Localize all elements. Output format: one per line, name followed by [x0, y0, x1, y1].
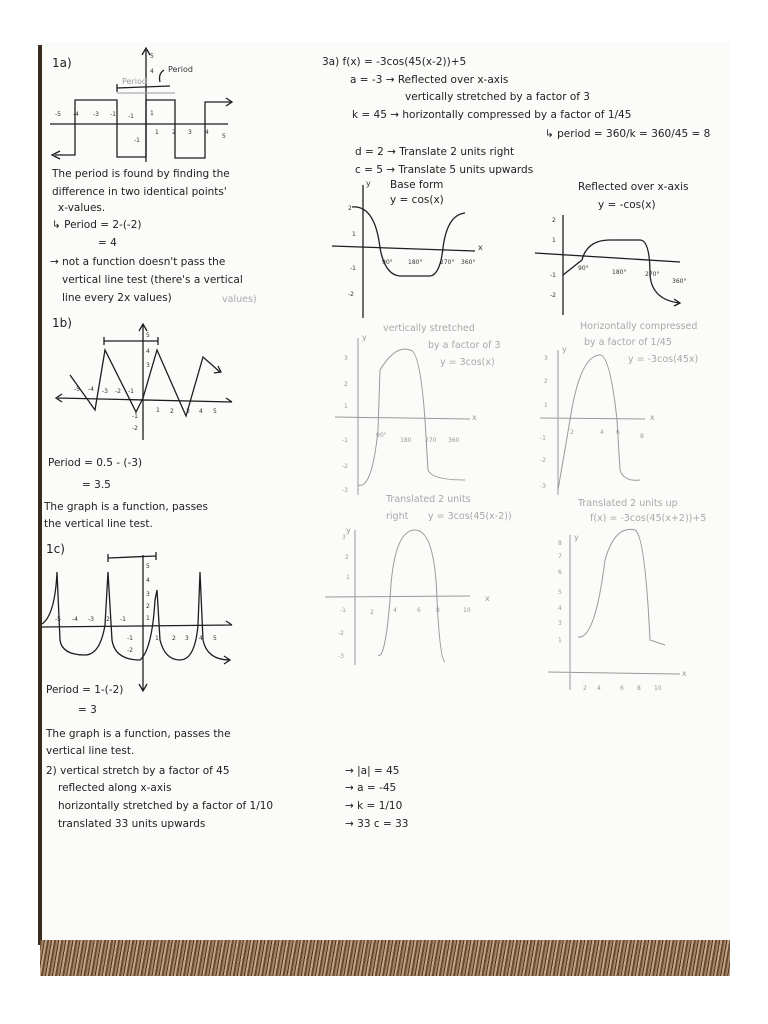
graph-title: Reflected over x-axis: [578, 181, 689, 193]
tick-label: 1: [146, 615, 150, 622]
q3-line: vertically stretched by a factor of 3: [405, 91, 590, 103]
graph-title: Translated 2 units: [386, 494, 471, 505]
tick-label: -1: [134, 137, 140, 144]
tick-label: 3: [344, 355, 348, 362]
tick-label: 4: [199, 635, 203, 642]
q1c-line: The graph is a function, passes the: [46, 728, 231, 740]
tick-label: 2: [345, 554, 349, 561]
tick-label: 5: [213, 408, 217, 415]
tick-label: 3: [342, 534, 346, 541]
tick-label: 6: [417, 607, 421, 614]
tick-label: 360: [448, 437, 460, 444]
graph-title-2: right: [386, 511, 409, 522]
tick-label: 3: [544, 355, 548, 362]
tick-label: 4: [146, 348, 150, 355]
tick-label: -5: [74, 386, 80, 393]
tick-label: 8: [637, 685, 641, 692]
graph-equation: y = -cos(x): [598, 199, 656, 211]
tick-label: -4: [73, 111, 79, 118]
q1b-label: 1b): [52, 316, 72, 330]
q2-row-right: → |a| = 45: [345, 765, 400, 777]
curve: [558, 355, 640, 490]
tick-label: 5: [558, 589, 562, 596]
q1a-erased: values): [222, 294, 257, 305]
tick-label: 8: [558, 540, 562, 547]
tick-label: -2: [115, 388, 121, 395]
tick-label: 10: [463, 607, 471, 614]
curve: [578, 529, 665, 645]
spike-curve: [42, 572, 230, 664]
axis-label: x: [650, 413, 655, 422]
axis-label: x: [472, 413, 477, 422]
q2-row-left: horizontally stretched by a factor of 1/10: [58, 800, 274, 812]
tick-label: 360°: [672, 278, 687, 285]
q2-row-left: translated 33 units upwards: [58, 818, 206, 830]
tick-label: 180°: [612, 269, 627, 276]
axis-label: x: [485, 594, 490, 603]
tick-label: -1: [540, 435, 546, 442]
q2-row-right: → a = -45: [345, 782, 397, 794]
q1a-line: difference in two identical points': [52, 186, 227, 198]
q1c-label: 1c): [46, 542, 65, 556]
tick-label: 6: [558, 569, 562, 576]
q3-line: d = 2 → Translate 2 units right: [355, 146, 515, 158]
tick-label: -1: [550, 272, 556, 279]
q3-title: 3a) f(x) = -3cos(45(x-2))+5: [322, 56, 467, 68]
graph-reflected: [535, 215, 686, 315]
graph-equation: y = cos(x): [390, 194, 444, 206]
tick-label: 270: [425, 437, 437, 444]
axis-label: x: [682, 669, 687, 678]
axes: [548, 535, 680, 690]
graph-title-2: by a factor of 1/45: [584, 337, 672, 348]
graph-base-form: [332, 179, 483, 318]
graph-title-2: by a factor of 3: [428, 340, 501, 351]
tick-label: -3: [102, 388, 108, 395]
tick-label: 270°: [440, 259, 455, 266]
tick-label: -1: [128, 113, 134, 120]
graph-title: vertically stretched: [383, 323, 475, 334]
graph-vertically-stretched: [335, 333, 477, 495]
tick-label: 5: [222, 133, 226, 140]
q1a-line: → not a function doesn't pass the: [50, 256, 226, 268]
q3-line: a = -3 → Reflected over x-axis: [350, 74, 509, 86]
tick-label: 4: [150, 68, 154, 75]
period-bracket: [108, 552, 156, 562]
q2-row-left: 2) vertical stretch by a factor of 45: [46, 765, 230, 777]
tick-label: -1: [132, 413, 138, 420]
tick-label: 4: [199, 408, 203, 415]
tick-label: 3: [188, 129, 192, 136]
axis-label: y: [562, 345, 567, 354]
tick-label: -1: [340, 607, 346, 614]
tick-label: 1: [344, 403, 348, 410]
axis-label: y: [346, 526, 351, 535]
tick-label: 2: [172, 129, 176, 136]
tick-label: -1: [120, 616, 126, 623]
tick-label: 1: [346, 574, 350, 581]
q1c-line: = 3: [78, 704, 97, 716]
tick-label: -3: [342, 487, 348, 494]
q3-line: k = 45 → horizontally compressed by a factor of 1/45: [352, 109, 632, 121]
zigzag-line: [70, 350, 221, 416]
axes: [332, 185, 475, 318]
period-bracket: [104, 337, 158, 345]
axes: [42, 555, 232, 691]
tick-label: 1: [155, 129, 159, 136]
tick-label: 1: [352, 231, 356, 238]
tick-label: 5: [146, 563, 150, 570]
q1a-line: = 4: [98, 237, 117, 249]
axis-label: y: [574, 533, 579, 542]
tick-label: 2: [348, 205, 352, 212]
graph-equation: f(x) = -3cos(45(x+2))+5: [590, 513, 707, 524]
graph-horizontally-compressed: [540, 345, 655, 495]
tick-label: -2: [338, 630, 344, 637]
q1b-line: the vertical line test.: [44, 518, 153, 530]
axis-label: y: [362, 333, 367, 342]
axis-label: y: [366, 179, 371, 188]
tick-label: 270°: [645, 271, 660, 278]
tick-label: 2: [583, 685, 587, 692]
tick-label: 2: [344, 381, 348, 388]
q1b-line: The graph is a function, passes: [44, 501, 208, 513]
tick-label: 2: [146, 603, 150, 610]
q1c-line: vertical line test.: [46, 745, 135, 757]
tick-label: 3: [146, 591, 150, 598]
graph-equation: y = 3cos(x): [440, 357, 495, 368]
tick-label: -2: [348, 291, 354, 298]
tick-label: 1: [558, 637, 562, 644]
tick-label: -4: [88, 386, 94, 393]
tick-label: 4: [393, 607, 397, 614]
axes: [540, 350, 645, 495]
tick-label: -5: [55, 111, 61, 118]
tick-label: 90°: [382, 259, 393, 266]
tick-label: 6: [620, 685, 624, 692]
q1a-line: line every 2x values): [62, 292, 172, 304]
tick-label: -1: [342, 437, 348, 444]
q2-row-left: reflected along x-axis: [58, 782, 172, 794]
tick-label: -1: [350, 265, 356, 272]
q3-line: ↳ period = 360/k = 360/45 = 8: [545, 128, 711, 140]
tick-label: 180°: [408, 259, 423, 266]
tick-label: 4: [146, 577, 150, 584]
tick-label: 3: [558, 620, 562, 627]
tick-label: -3: [338, 653, 344, 660]
tick-label: -5: [55, 616, 61, 623]
tick-label: -2: [127, 647, 133, 654]
tick-label: 2: [552, 217, 556, 224]
tick-label: 4: [600, 429, 604, 436]
q1a-line: ↳ Period = 2-(-2): [52, 219, 142, 231]
tick-label: 5: [146, 332, 150, 339]
tick-label: -1: [127, 635, 133, 642]
tick-label: 2: [544, 378, 548, 385]
period-tag: Period: [168, 65, 193, 74]
q1c-line: Period = 1-(-2): [46, 684, 124, 696]
graph-translated-up: [548, 529, 687, 692]
tick-label: 1: [150, 110, 154, 117]
tick-label: 2: [170, 408, 174, 415]
tick-label: 6: [616, 429, 620, 436]
tick-label: -2: [132, 425, 138, 432]
tick-label: -3: [540, 483, 546, 490]
q1a-line: The period is found by finding the: [52, 168, 230, 180]
tick-label: 7: [558, 553, 562, 560]
graph-1c: [42, 552, 232, 691]
q2-row-right: → 33 c = 33: [345, 818, 409, 830]
tick-label: 3: [186, 408, 190, 415]
graph-1b: [56, 324, 232, 440]
q1a-label: 1a): [52, 56, 72, 70]
tick-label: 1: [552, 237, 556, 244]
tick-label: 360°: [461, 259, 476, 266]
graph-title: Translated 2 units up: [578, 498, 678, 509]
q2-row-right: → k = 1/10: [345, 800, 403, 812]
axes: [50, 48, 228, 162]
tick-label: -2: [550, 292, 556, 299]
tick-label: -3: [88, 616, 94, 623]
axis-label: x: [478, 243, 483, 252]
period-arrow: [160, 70, 165, 82]
tick-label: 90°: [376, 432, 387, 439]
q1b-line: = 3.5: [82, 479, 111, 491]
tick-label: 1: [156, 407, 160, 414]
tick-label: -4: [72, 616, 78, 623]
tick-label: 2: [172, 635, 176, 642]
tick-label: 90°: [578, 265, 589, 272]
tick-label: -2: [104, 616, 110, 623]
tick-label: -2: [540, 457, 546, 464]
period-tag-pencil: Period: [122, 77, 147, 86]
tick-label: 10: [654, 685, 662, 692]
tick-label: -3: [93, 111, 99, 118]
tick-label: -2: [342, 463, 348, 470]
tick-label: 4: [558, 605, 562, 612]
tick-label: 4: [205, 129, 209, 136]
q1a-line: x-values.: [58, 202, 106, 214]
tick-label: -1: [128, 388, 134, 395]
q1b-line: Period = 0.5 - (-3): [48, 457, 143, 469]
tick-label: 8: [436, 607, 440, 614]
axes: [335, 338, 470, 495]
tick-label: 8: [640, 433, 644, 440]
graph-equation: y = 3cos(45(x-2)): [428, 511, 512, 522]
tick-label: 5: [150, 53, 154, 60]
tick-label: 4: [597, 685, 601, 692]
tick-label: 1: [544, 402, 548, 409]
q1a-line: vertical line test (there's a vertical: [62, 274, 243, 286]
graph-translated-right: [325, 526, 490, 665]
tick-label: 2: [370, 609, 374, 616]
graph-title: Horizontally compressed: [580, 321, 698, 332]
tick-label: 5: [213, 635, 217, 642]
axes: [535, 215, 680, 315]
axes: [325, 530, 470, 665]
tick-label: 3: [146, 362, 150, 369]
graph-1a: [50, 48, 232, 162]
graph-equation: y = -3cos(45x): [628, 354, 699, 365]
tick-label: -1: [110, 111, 116, 118]
tick-label: 2: [570, 429, 574, 436]
tick-label: 180: [400, 437, 412, 444]
tick-label: 1: [155, 635, 159, 642]
graph-title: Base form: [390, 179, 444, 191]
tick-label: 3: [185, 635, 189, 642]
q3-line: c = 5 → Translate 5 units upwards: [355, 164, 534, 176]
